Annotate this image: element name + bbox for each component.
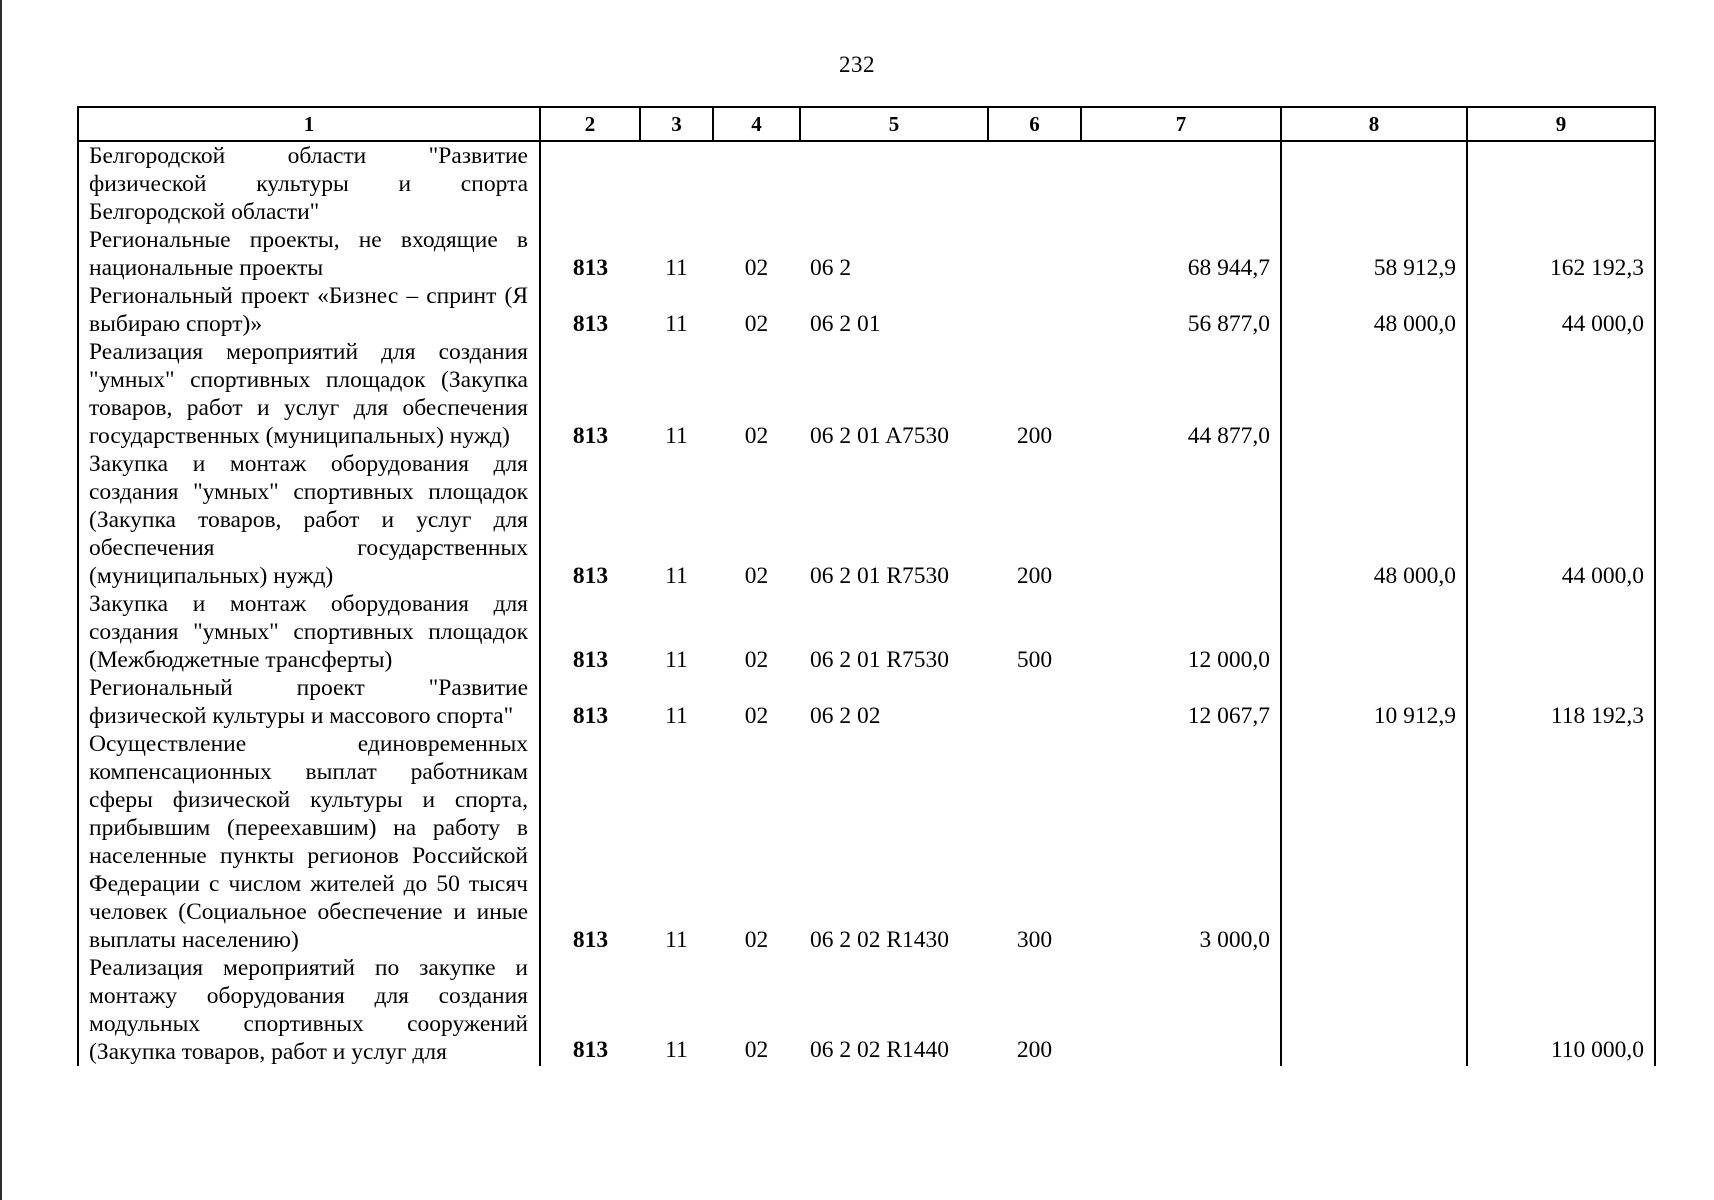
table-row [78,338,1655,450]
budget-table [77,106,1656,1066]
row-description: Реализация мероприятий для создания "умных" спортивных площадок (Закупка товаров, работ и услуг для обеспечения государственных (муниципальных) нужд) [78,338,540,450]
row-description: Белгородской области "Развитие физической культуры и спорта Белгородской области" [78,141,540,226]
row-subsection: 02 [744,423,769,449]
header-col-7: 7 [1081,107,1281,141]
row-amount-7: 12 000,0 [1081,590,1281,674]
table-row [78,954,1655,1066]
row-amount-9: 110 000,0 [1467,954,1655,1066]
row-amount-7 [1081,141,1281,226]
row-amount-9: 118 192,3 [1467,674,1655,730]
row-amount-7: 12 067,7 [1081,674,1281,730]
row-subsection: 02 [744,703,769,729]
header-col-9: 9 [1467,107,1655,141]
row-amount-8 [1281,954,1467,1066]
row-description: Региональный проект "Развитие физической культуры и массового спорта" [78,674,540,730]
row-target-article: 06 2 01 A7530 [810,423,950,449]
row-target-article: 06 2 01 R7530 [810,563,950,589]
row-amount-9 [1467,590,1655,674]
row-target-article: 06 2 01 [810,311,881,337]
row-amount-7 [1081,954,1281,1066]
row-amount-7: 44 877,0 [1081,338,1281,450]
row-section: 11 [665,1037,688,1063]
row-expense-type: 200 [1016,1037,1053,1063]
table-row [78,282,1655,338]
row-description: Закупка и монтаж оборудования для создания "умных" спортивных площадок (Межбюджетные трансферты) [78,590,540,674]
table-row [78,226,1655,282]
table-row [78,730,1655,954]
row-description: Закупка и монтаж оборудования для создания "умных" спортивных площадок (Закупка товаров, работ и услуг для обеспечения государственных (муниципальных) нужд) [78,450,540,590]
row-subsection: 02 [744,311,769,337]
row-description: Реализация мероприятий по закупке и монтажу оборудования для создания модульных спортивных сооружений (Закупка товаров, работ и услуг для [78,954,540,1066]
row-section: 11 [665,423,688,449]
table-row [78,450,1655,590]
table-row [78,590,1655,674]
header-col-5: 5 [800,107,988,141]
row-target-article: 06 2 01 R7530 [810,647,950,673]
row-code-2: 813 [540,590,640,674]
row-description: Региональные проекты, не входящие в национальные проекты [78,226,540,282]
row-amount-9: 44 000,0 [1467,450,1655,590]
row-expense-type [988,282,1081,338]
row-subsection: 02 [744,563,769,589]
row-amount-7 [1081,450,1281,590]
row-section: 11 [665,255,688,281]
row-section: 11 [665,703,688,729]
row-subsection: 02 [744,927,769,953]
scan-edge [0,0,2,1200]
row-amount-8 [1281,338,1467,450]
row-amount-7: 56 877,0 [1081,282,1281,338]
row-section: 11 [665,927,688,953]
row-section: 11 [665,311,688,337]
row-code-2: 813 [540,730,640,954]
row-code-2: 813 [540,338,640,450]
header-col-1: 1 [78,107,540,141]
row-amount-9 [1467,141,1655,226]
page-number: 232 [839,52,875,77]
row-amount-9 [1467,338,1655,450]
row-amount-8 [1281,730,1467,954]
row-amount-8: 10 912,9 [1281,674,1467,730]
row-target-article: 06 2 02 [810,703,881,729]
row-expense-type [988,674,1081,730]
header-col-8: 8 [1281,107,1467,141]
row-section: 11 [665,647,688,673]
row-expense-type: 300 [1016,927,1053,953]
row-expense-type [988,226,1081,282]
row-section [640,141,713,226]
row-description: Региональный проект «Бизнес – спринт (Я выбираю спорт)» [78,282,540,338]
table-body [78,141,1655,1066]
row-amount-8 [1281,590,1467,674]
row-amount-7: 3 000,0 [1081,730,1281,954]
row-code-2: 813 [540,954,640,1066]
row-code-2: 813 [540,282,640,338]
row-amount-9 [1467,730,1655,954]
row-code-2: 813 [540,226,640,282]
header-row [78,107,1655,141]
header-col-6: 6 [988,107,1081,141]
row-subsection [713,141,800,226]
row-expense-type: 200 [1016,563,1053,589]
table-row [78,141,1655,226]
header-col-4: 4 [713,107,800,141]
row-subsection: 02 [744,647,769,673]
row-expense-type [988,141,1081,226]
table-row [78,674,1655,730]
row-code-2: 813 [540,450,640,590]
row-target-article: 06 2 02 R1430 [810,927,950,953]
row-expense-type: 500 [1016,647,1053,673]
row-amount-8: 58 912,9 [1281,226,1467,282]
row-code-2: 813 [540,674,640,730]
row-expense-type: 200 [1016,423,1053,449]
row-description: Осуществление единовременных компенсационных выплат работникам сферы физической культуры и спорта, прибывшим (переехавшим) на работу в населенные пункты регионов Российской Федерации с числом жителей до 50 тысяч человек (Социальное обеспечение и иные выплаты населению) [78,730,540,954]
row-amount-7: 68 944,7 [1081,226,1281,282]
row-amount-9: 44 000,0 [1467,282,1655,338]
row-amount-8: 48 000,0 [1281,282,1467,338]
row-target-article: 06 2 [810,255,852,281]
header-col-2: 2 [540,107,640,141]
row-section: 11 [665,563,688,589]
row-subsection: 02 [744,255,769,281]
row-amount-9: 162 192,3 [1467,226,1655,282]
row-target-article: 06 2 02 R1440 [810,1037,950,1063]
row-subsection: 02 [744,1037,769,1063]
row-target-article [800,141,988,226]
header-col-3: 3 [640,107,713,141]
row-amount-8 [1281,141,1467,226]
row-amount-8: 48 000,0 [1281,450,1467,590]
row-code-2 [540,141,640,226]
